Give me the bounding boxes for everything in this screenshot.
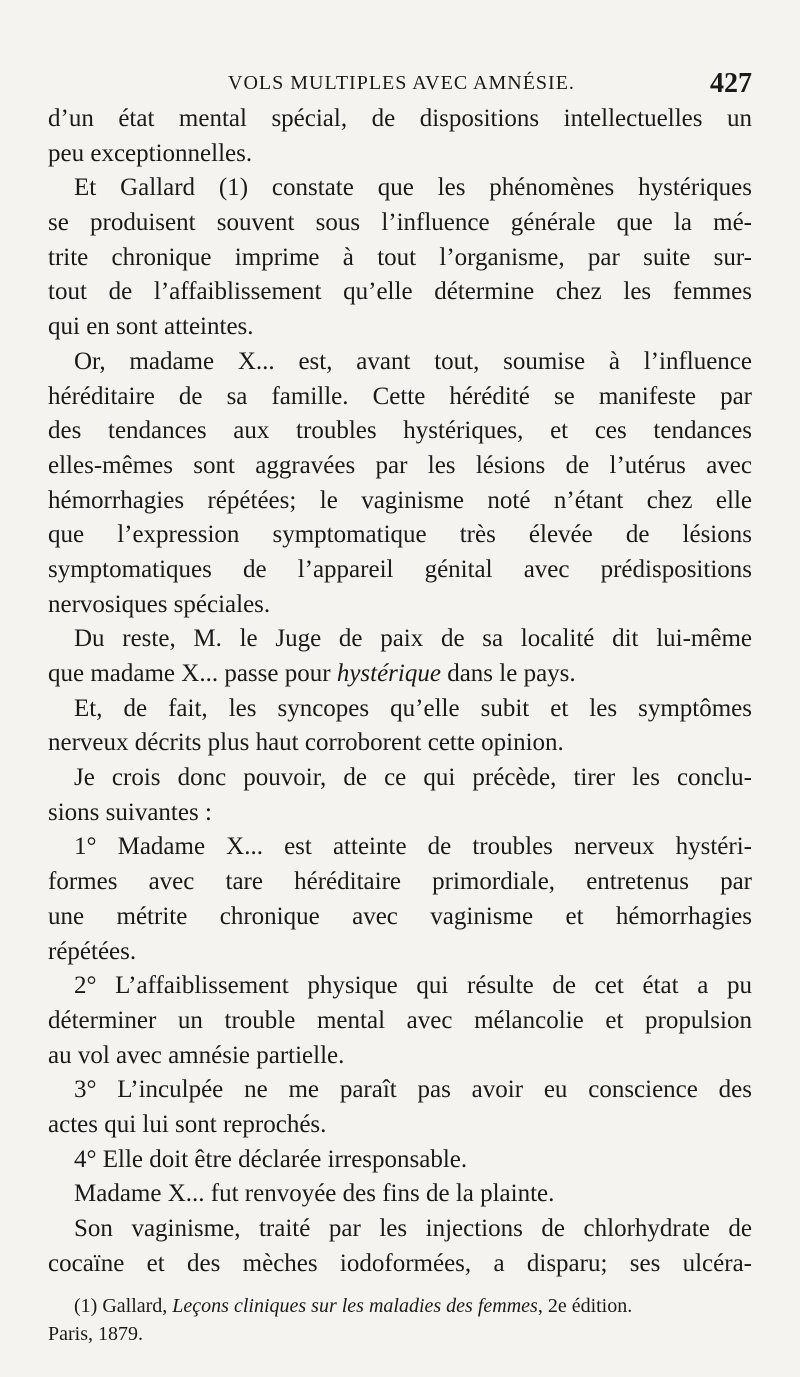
text-line: hémorrhagies répétées; le vaginisme noté n’étant chez elle bbox=[48, 486, 752, 514]
text-line: trite chronique imprime à tout l’organisme, par suite sur- bbox=[48, 243, 752, 271]
footnote bbox=[48, 1292, 752, 1348]
text-line: 1° Madame X... est atteinte de troubles nerveux hystéri- bbox=[74, 833, 752, 861]
text-line: formes avec tare héréditaire primordiale, entretenus par bbox=[48, 868, 752, 896]
text-line: qui en sont atteintes. bbox=[48, 313, 254, 341]
text-line: 4° Elle doit être déclarée irresponsable. bbox=[74, 1145, 468, 1173]
text-line: nerveux décrits plus haut corroborent cette opinion. bbox=[48, 729, 564, 757]
text-line: Et, de fait, les syncopes qu’elle subit et les symptômes bbox=[74, 694, 752, 722]
body-text bbox=[48, 102, 752, 1281]
running-title: VOLS MULTIPLES AVEC AMNÉSIE. bbox=[228, 72, 575, 94]
text-line: des tendances aux troubles hystériques, et ces tendances bbox=[48, 417, 752, 445]
text-line: déterminer un trouble mental avec mélancolie et propulsion bbox=[48, 1006, 752, 1034]
text-line: 2° L’affaiblissement physique qui résulte de cet état a pu bbox=[74, 972, 752, 1000]
text-line: Et Gallard (1) constate que les phénomènes hystériques bbox=[74, 174, 752, 202]
footnote-marker: (1) Gallard, bbox=[74, 1295, 173, 1317]
text-line: cocaïne et des mèches iodoformées, a disparu; ses ulcéra- bbox=[48, 1249, 752, 1277]
text-segment: que madame X... passe pour bbox=[48, 660, 337, 687]
footnote-edition: , 2e édition. bbox=[537, 1295, 633, 1317]
text-line: une métrite chronique avec vaginisme et hémorrhagies bbox=[48, 902, 752, 930]
text-line: que l’expression symptomatique très élevée de lésions bbox=[48, 521, 752, 549]
footnote-line: Paris, 1879. bbox=[48, 1323, 143, 1345]
text-line: actes qui lui sont reprochés. bbox=[48, 1110, 327, 1138]
text-line: symptomatiques de l’appareil génital avec prédispositions bbox=[48, 555, 752, 583]
text-line: peu exceptionnelles. bbox=[48, 139, 253, 167]
footnote-line bbox=[48, 1292, 752, 1320]
page-number: 427 bbox=[710, 68, 752, 99]
text-line: elles-mêmes sont aggravées par les lésions de l’utérus avec bbox=[48, 451, 752, 479]
text-line: au vol avec amnésie partielle. bbox=[48, 1041, 345, 1069]
text-line: se produisent souvent sous l’influence générale que la mé- bbox=[48, 209, 752, 237]
footnote-title: Leçons cliniques sur les maladies des femmes bbox=[172, 1295, 538, 1317]
text-line: Son vaginisme, traité par les injections de chlorhydrate de bbox=[74, 1215, 752, 1242]
text-line: répétées. bbox=[48, 937, 137, 965]
text-line: Je crois donc pouvoir, de ce qui précède, tirer les conclu- bbox=[74, 764, 752, 792]
text-line: Du reste, M. le Juge de paix de sa localité dit lui-même bbox=[74, 625, 752, 653]
text-line: d’un état mental spécial, de dispositions intellectuelles un bbox=[48, 105, 752, 132]
text-line: tout de l’affaiblissement qu’elle détermine chez les femmes bbox=[48, 278, 752, 306]
text-line: Or, madame X... est, avant tout, soumise à l’influence bbox=[74, 347, 752, 375]
text-segment: dans le pays. bbox=[440, 660, 576, 687]
text-line: Madame X... fut renvoyée des fins de la plainte. bbox=[74, 1180, 555, 1208]
text-line: héréditaire de sa famille. Cette hérédité se manifeste par bbox=[48, 382, 752, 410]
text-line: nervosiques spéciales. bbox=[48, 590, 271, 618]
text-line: sions suivantes : bbox=[48, 798, 212, 826]
italic-word: hystérique bbox=[336, 660, 441, 687]
text-line-with-italic bbox=[48, 657, 752, 692]
text-line: 3° L’inculpée ne me paraît pas avoir eu conscience des bbox=[74, 1076, 752, 1104]
